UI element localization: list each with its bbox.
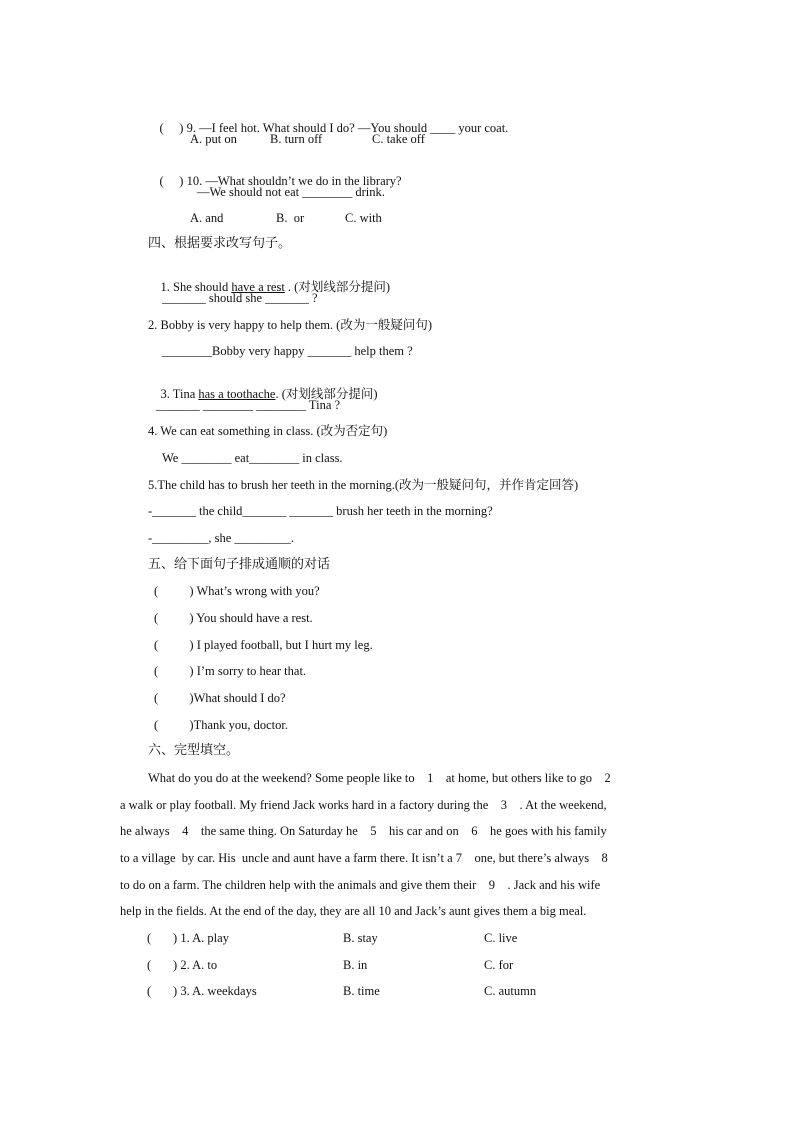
answer-paren[interactable]: ( ) <box>159 174 184 188</box>
dialogue-line: ( ) What’s wrong with you? <box>154 584 320 598</box>
option-a: A. play <box>192 931 229 945</box>
option-b: B. stay <box>343 931 378 945</box>
passage-line: help in the fields. At the end of the day, they are all 10 and Jack’s aunt gives them a big meal. <box>120 904 587 918</box>
passage-line: he always 4 the same thing. On Saturday he 5 his car and on 6 he goes with his family <box>120 824 607 838</box>
passage-line: to a village by car. His uncle and aunt have a farm there. It isn’t a 7 one, but there’s always 8 <box>120 851 608 865</box>
rewrite-sentence-1: 1. She should have a rest . (对划线部分提问) <box>160 280 390 294</box>
passage-line: to do on a farm. The children help with the animals and give them their 9 . Jack and his wife <box>120 878 601 892</box>
order-paren[interactable]: ( ) <box>154 691 194 705</box>
answer-paren[interactable]: ( ) <box>147 931 178 945</box>
answer-line-1[interactable]: _______ should she _______ ? <box>162 291 318 305</box>
dialogue-line: ( )Thank you, doctor. <box>154 718 289 732</box>
section-heading: 六、完型填空。 <box>148 743 240 758</box>
option-b: B. in <box>343 958 368 972</box>
answer-line-5b[interactable]: -_________, she _________. <box>148 531 294 545</box>
option-b: B. or <box>276 211 305 225</box>
rewrite-sentence-5: 5.The child has to brush her teeth in the morning.(改为一般疑问句，并作肯定回答) <box>148 478 579 492</box>
section-heading: 四、根据要求改写句子。 <box>148 236 292 251</box>
cloze-question: ( ) 3. A. weekdays <box>147 984 257 998</box>
section-heading: 五、给下面句子排成通顺的对话 <box>148 557 331 572</box>
option-a: A. put on <box>190 132 237 146</box>
option-c: C. with <box>345 211 382 225</box>
option-b: B. turn off <box>270 132 323 146</box>
answer-paren[interactable]: ( ) <box>147 958 178 972</box>
answer-line-3[interactable]: _______ ________ ________ Tina ? <box>156 398 341 412</box>
dialogue-line: ( ) I’m sorry to hear that. <box>154 664 307 678</box>
answer-line-4[interactable]: We ________ eat________ in class. <box>162 451 343 465</box>
option-c: C. take off <box>372 132 425 146</box>
rewrite-sentence-2: 2. Bobby is very happy to help them. (改为一般疑问句) <box>148 318 432 332</box>
option-c: C. autumn <box>484 984 537 998</box>
cloze-question: ( ) 2. A. to <box>147 958 218 972</box>
order-paren[interactable]: ( ) <box>154 638 194 652</box>
underlined-phrase: has a toothache <box>198 387 276 401</box>
question-stem: 10. —What shouldn’t we do in the library? <box>186 174 402 188</box>
rewrite-sentence-4: 4. We can eat something in class. (改为否定句) <box>148 424 388 438</box>
dialogue-line: ( ) You should have a rest. <box>154 611 313 625</box>
option-b: B. time <box>343 984 380 998</box>
rewrite-sentence-3: 3. Tina has a toothache. (对划线部分提问) <box>160 387 378 401</box>
order-paren[interactable]: ( ) <box>154 718 194 732</box>
order-paren[interactable]: ( ) <box>154 611 194 625</box>
answer-paren[interactable]: ( ) <box>159 121 184 135</box>
question-stem: 9. —I feel hot. What should I do? —You should ____ your coat. <box>186 121 509 135</box>
order-paren[interactable]: ( ) <box>154 664 194 678</box>
option-a: A. and <box>190 211 224 225</box>
option-a: A. weekdays <box>192 984 257 998</box>
option-c: C. live <box>484 931 518 945</box>
cloze-question: ( ) 1. A. play <box>147 931 229 945</box>
dialogue-line: ( )What should I do? <box>154 691 286 705</box>
order-paren[interactable]: ( ) <box>154 584 194 598</box>
answer-line-2[interactable]: ________Bobby very happy _______ help them ? <box>162 344 413 358</box>
passage-line: a walk or play football. My friend Jack works hard in a factory during the 3 . At the weekend, <box>120 798 607 812</box>
option-c: C. for <box>484 958 514 972</box>
dialogue-line: ( ) I played football, but I hurt my leg. <box>154 638 373 652</box>
answer-line-5a[interactable]: -_______ the child_______ _______ brush her teeth in the morning? <box>148 504 493 518</box>
answer-paren[interactable]: ( ) <box>147 984 178 998</box>
question-stem-continued: —We should not eat ________ drink. <box>197 185 385 199</box>
option-a: A. to <box>192 958 218 972</box>
underlined-phrase: have a rest <box>231 280 285 294</box>
passage-line: What do you do at the weekend? Some people like to 1 at home, but others like to go 2 <box>148 771 611 785</box>
